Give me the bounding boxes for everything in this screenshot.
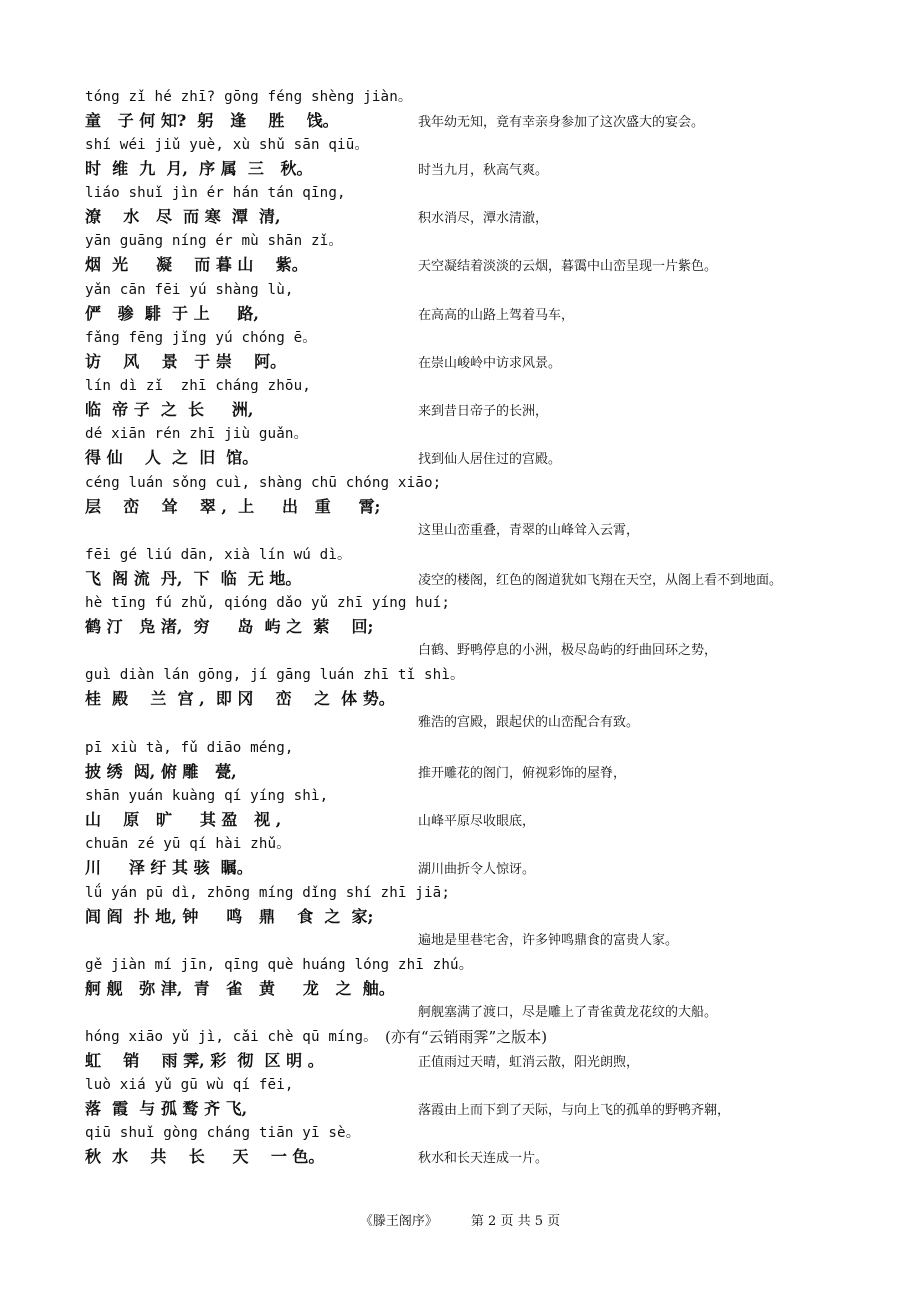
translation-line: 雅浩的宫殿，跟起伏的山峦配合有致。 [418,715,640,730]
translation-line: 在高高的山路上驾着马车， [418,308,575,323]
pinyin-line: yǎn cān fēi yú shàng lù, [85,282,294,298]
pinyin-line: gě jiàn mí jīn, qīng què huáng lóng zhī zhú。 [85,957,474,973]
chinese-text-line: 落 霞 与 孤 鹜 齐 飞, [85,1099,248,1118]
pinyin-line: pī xiù tà, fǔ diāo méng, [85,740,294,756]
translation-line: 正值雨过天晴，虹消云散，阳光朗煦， [418,1055,640,1070]
chinese-text-line: 披 绣 闼, 俯 雕 甍, [85,762,237,781]
pinyin-line: tóng zǐ hé zhī? gōng féng shèng jiàn。 [85,89,413,105]
translation-line: 天空凝结着淡淡的云烟，暮霭中山峦呈现一片紫色。 [418,259,718,274]
pinyin-line: luò xiá yǔ gū wù qí fēi, [85,1077,294,1093]
chinese-text-line: 桂 殿 兰 宫 , 即 冈 峦 之 体 势。 [85,689,395,708]
pinyin-line: céng luán sǒng cuì, shàng chū chóng xiāo; [85,475,442,491]
pinyin-line: liáo shuǐ jìn ér hán tán qīng, [85,185,346,201]
pinyin-line: guì diàn lán gōng, jí gāng luán zhī tǐ shì。 [85,667,465,683]
translation-line: 找到仙人居住过的宫殿。 [418,452,562,467]
pinyin-line: lín dì zǐ zhī cháng zhōu, [85,378,311,394]
chinese-text-line: 潦 水 尽 而 寒 潭 清, [85,207,281,226]
footer-page-number: 第 2 页 共 5 页 [470,1214,561,1229]
pinyin-line: fǎng fēng jǐng yú chóng ē。 [85,330,317,346]
chinese-text-line: 山 原 旷 其 盈 视 , [85,810,282,829]
translation-line: 时当九月，秋高气爽。 [418,163,549,178]
chinese-text-line: 俨 骖 騑 于 上 路, [85,304,259,323]
translation-line: 湖川曲折令人惊讶。 [418,862,536,877]
chinese-text-line: 层 峦 耸 翠 , 上 出 重 霄; [85,497,381,516]
chinese-text-line: 虹 销 雨 霁, 彩 彻 区 明 。 [85,1051,324,1070]
translation-line: 积水消尽，潭水清澈， [418,211,549,226]
translation-line: 舸舰塞满了渡口，尽是雕上了青雀黄龙花纹的大船。 [418,1005,718,1020]
translation-line: 白鹤、野鸭停息的小洲，极尽岛屿的纡曲回环之势， [418,643,718,658]
pinyin-line: fēi gé liú dān, xià lín wú dì。 [85,547,352,563]
pinyin-line: chuān zé yū qí hài zhǔ。 [85,836,291,852]
translation-line: 推开雕花的阁门，俯视彩饰的屋脊， [418,766,627,781]
translation-line: 秋水和长天连成一片。 [418,1151,549,1166]
translation-line: 我年幼无知，竟有幸亲身参加了这次盛大的宴会。 [418,115,705,130]
translation-line: 落霞由上而下到了天际，与向上飞的孤单的野鸭齐翱， [418,1103,731,1118]
translation-line: 凌空的楼阁，红色的阁道犹如飞翔在天空，从阁上看不到地面。 [418,573,783,588]
footer-document-title: 《滕王阁序》 [359,1214,438,1229]
chinese-text-line: 烟 光 凝 而 暮 山 紫。 [85,255,308,274]
translation-line: 遍地是里巷宅舍，许多钟鸣鼎食的富贵人家。 [418,933,679,948]
chinese-text-line: 飞 阁 流 丹, 下 临 无 地。 [85,569,302,588]
pinyin-line: hóng xiāo yǔ jì, cǎi chè qū míng。 [85,1029,378,1045]
pinyin-line: lǘ yán pū dì, zhōng míng dǐng shí zhī jiā; [85,885,451,901]
chinese-text-line: 鹤 汀 凫 渚, 穷 岛 屿 之 萦 回; [85,617,374,636]
page-footer [0,1213,920,1231]
pinyin-line: shān yuán kuàng qí yíng shì, [85,788,329,804]
pinyin-line: dé xiān rén zhī jiù guǎn。 [85,426,308,442]
chinese-text-line: 时 维 九 月, 序 属 三 秋。 [85,159,313,178]
chinese-text-line: 闾 阎 扑 地, 钟 鸣 鼎 食 之 家; [85,907,374,926]
translation-line: 来到昔日帝子的长洲， [418,404,549,419]
chinese-text-line: 舸 舰 弥 津, 青 雀 黄 龙 之 舳。 [85,979,395,998]
chinese-text-line: 临 帝 子 之 长 洲, [85,400,254,419]
chinese-text-line: 童 子 何 知? 躬 逢 胜 饯。 [85,111,339,130]
chinese-text-line: 访 风 景 于 崇 阿。 [85,352,287,371]
version-note: (亦有“云销雨霁”之版本) [385,1028,548,1046]
pinyin-line: hè tīng fú zhǔ, qióng dǎo yǔ zhī yíng huí; [85,595,451,611]
pinyin-line: yān guāng níng ér mù shān zǐ。 [85,233,343,249]
translation-line: 在崇山峻岭中访求风景。 [418,356,562,371]
translation-line: 山峰平原尽收眼底， [418,814,536,829]
pinyin-line: shí wéi jiǔ yuè, xù shǔ sān qiū。 [85,137,369,153]
chinese-text-line: 川 泽 纡 其 骇 瞩。 [85,858,253,877]
chinese-text-line: 秋 水 共 长 天 一 色。 [85,1147,325,1166]
translation-line: 这里山峦重叠，青翠的山峰耸入云霄， [418,523,640,538]
pinyin-line: qiū shuǐ gòng cháng tiān yī sè。 [85,1125,361,1141]
chinese-text-line: 得 仙 人 之 旧 馆。 [85,448,259,467]
